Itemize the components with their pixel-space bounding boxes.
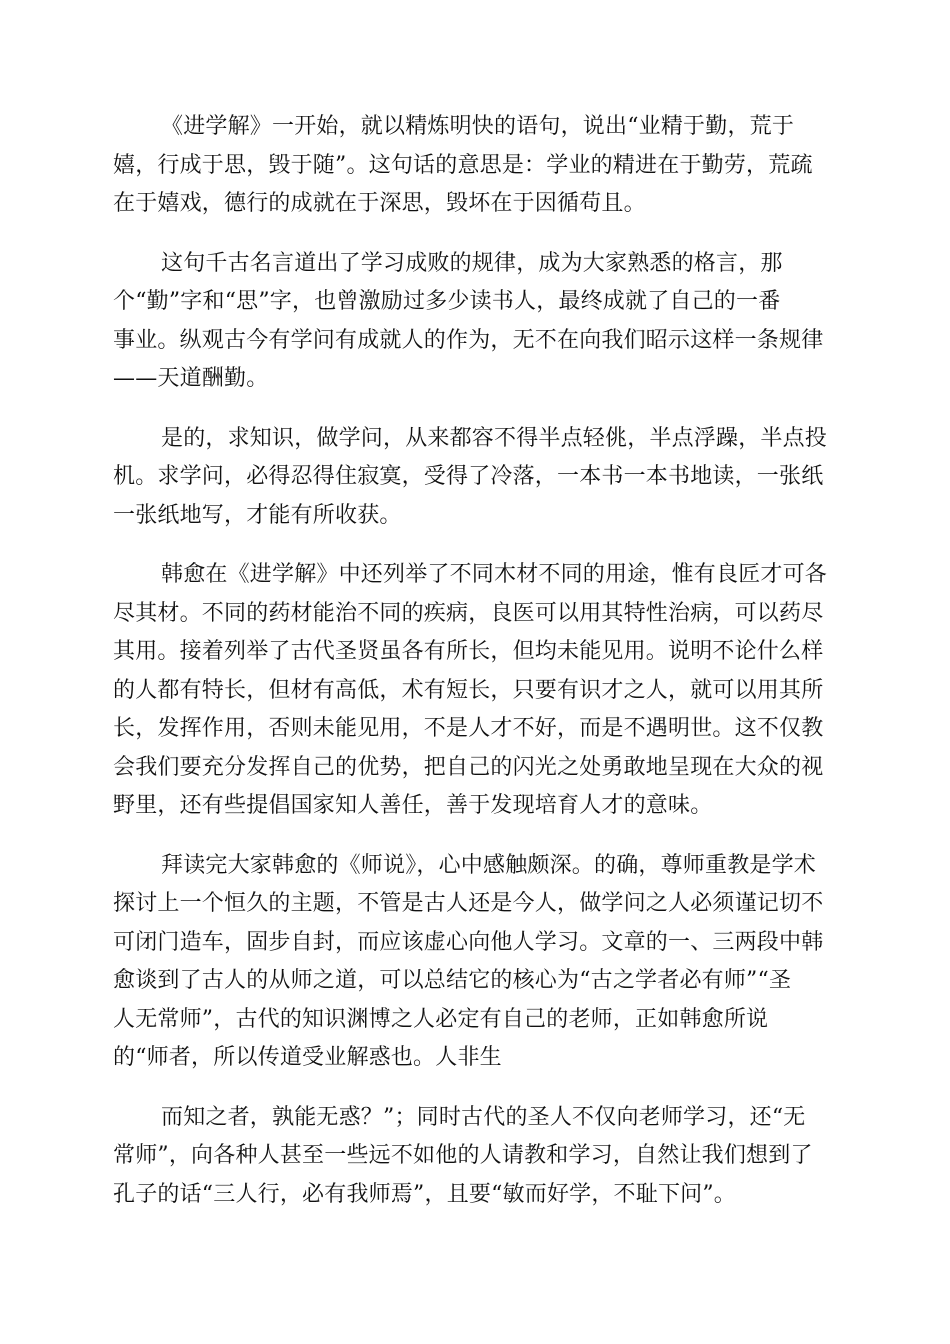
text-line: 野里，还有些提倡国家知人善任，善于发现培育人才的意味。 <box>113 793 713 818</box>
text-line: 人无常师”，古代的知识渊博之人必定有自己的老师，正如韩愈所说 <box>113 1006 769 1032</box>
text-line: 而知之者，孰能无惑？”；同时古代的圣人不仅向老师学习，还“无 <box>161 1104 806 1130</box>
text-line: 会我们要充分发挥自己的优势，把自己的闪光之处勇敢地呈现在大众的视 <box>113 754 824 780</box>
text-line: 《进学解》一开始，就以精炼明快的语句，说出“业精于勤，荒于 <box>161 114 795 139</box>
text-line: 一张纸地写，才能有所收获。 <box>113 502 402 528</box>
text-line: 个“勤”字和“思”字，也曾激励过多少读书人，最终成就了自己的一番 <box>113 289 781 314</box>
text-line: 常师”，向各种人甚至一些远不如他的人请教和学习，自然让我们想到了 <box>113 1143 813 1168</box>
text-line: ——天道酬勤。 <box>113 366 269 391</box>
text-line: 事业。纵观古今有学问有成就人的作为，无不在向我们昭示这样一条规律 <box>113 327 824 353</box>
paragraph-4 <box>113 556 833 826</box>
text-line: 的人都有特长，但材有高低，术有短长，只要有识才之人，就可以用其所 <box>113 677 824 703</box>
paragraph-3 <box>113 420 833 536</box>
text-line: 其用。接着列举了古代圣贤虽各有所长，但均未能见用。说明不论什么样 <box>113 639 824 664</box>
text-line: 可闭门造车，固步自封，而应该虚心向他人学习。文章的一、三两段中韩 <box>113 929 824 955</box>
document-page <box>113 108 833 1235</box>
paragraph-6 <box>113 1099 833 1215</box>
paragraph-1 <box>113 108 833 224</box>
paragraph-2 <box>113 245 833 399</box>
text-line: 是的，求知识，做学问，从来都容不得半点轻佻，半点浮躁，半点投 <box>161 425 828 451</box>
text-line: 韩愈在《进学解》中还列举了不同木材不同的用途，惟有良匠才可各 <box>161 562 828 587</box>
text-line: 拜读完大家韩愈的《师说》，心中感触颇深。的确，尊师重教是学术 <box>161 852 817 878</box>
text-line: 探讨上一个恒久的主题，不管是古人还是今人，做学问之人必须谨记切不 <box>113 891 824 916</box>
text-line: 机。求学问，必得忍得住寂寞，受得了冷落，一本书一本书地读，一张纸 <box>113 464 824 489</box>
text-line: 嬉，行成于思，毁于随”。这句话的意思是：学业的精进在于勤劳，荒疏 <box>113 152 813 178</box>
text-line: 愈谈到了古人的从师之道，可以总结它的核心为“古之学者必有师”“圣 <box>113 968 792 993</box>
text-line: 这句千古名言道出了学习成败的规律，成为大家熟悉的格言，那 <box>161 250 783 276</box>
text-line: 孔子的话“三人行，必有我师焉”，且要“敏而好学，不耻下问”。 <box>113 1181 736 1207</box>
text-line: 尽其材。不同的药材能治不同的疾病，良医可以用其特性治病，可以药尽 <box>113 600 824 626</box>
text-line: 在于嬉戏，德行的成就在于深思，毁坏在于因循苟且。 <box>113 191 646 216</box>
paragraph-5 <box>113 847 833 1078</box>
text-line: 的“师者，所以传道受业解惑也。人非生 <box>113 1045 502 1070</box>
text-line: 长，发挥作用，否则未能见用，不是人才不好，而是不遇明世。这不仅教 <box>113 716 824 741</box>
